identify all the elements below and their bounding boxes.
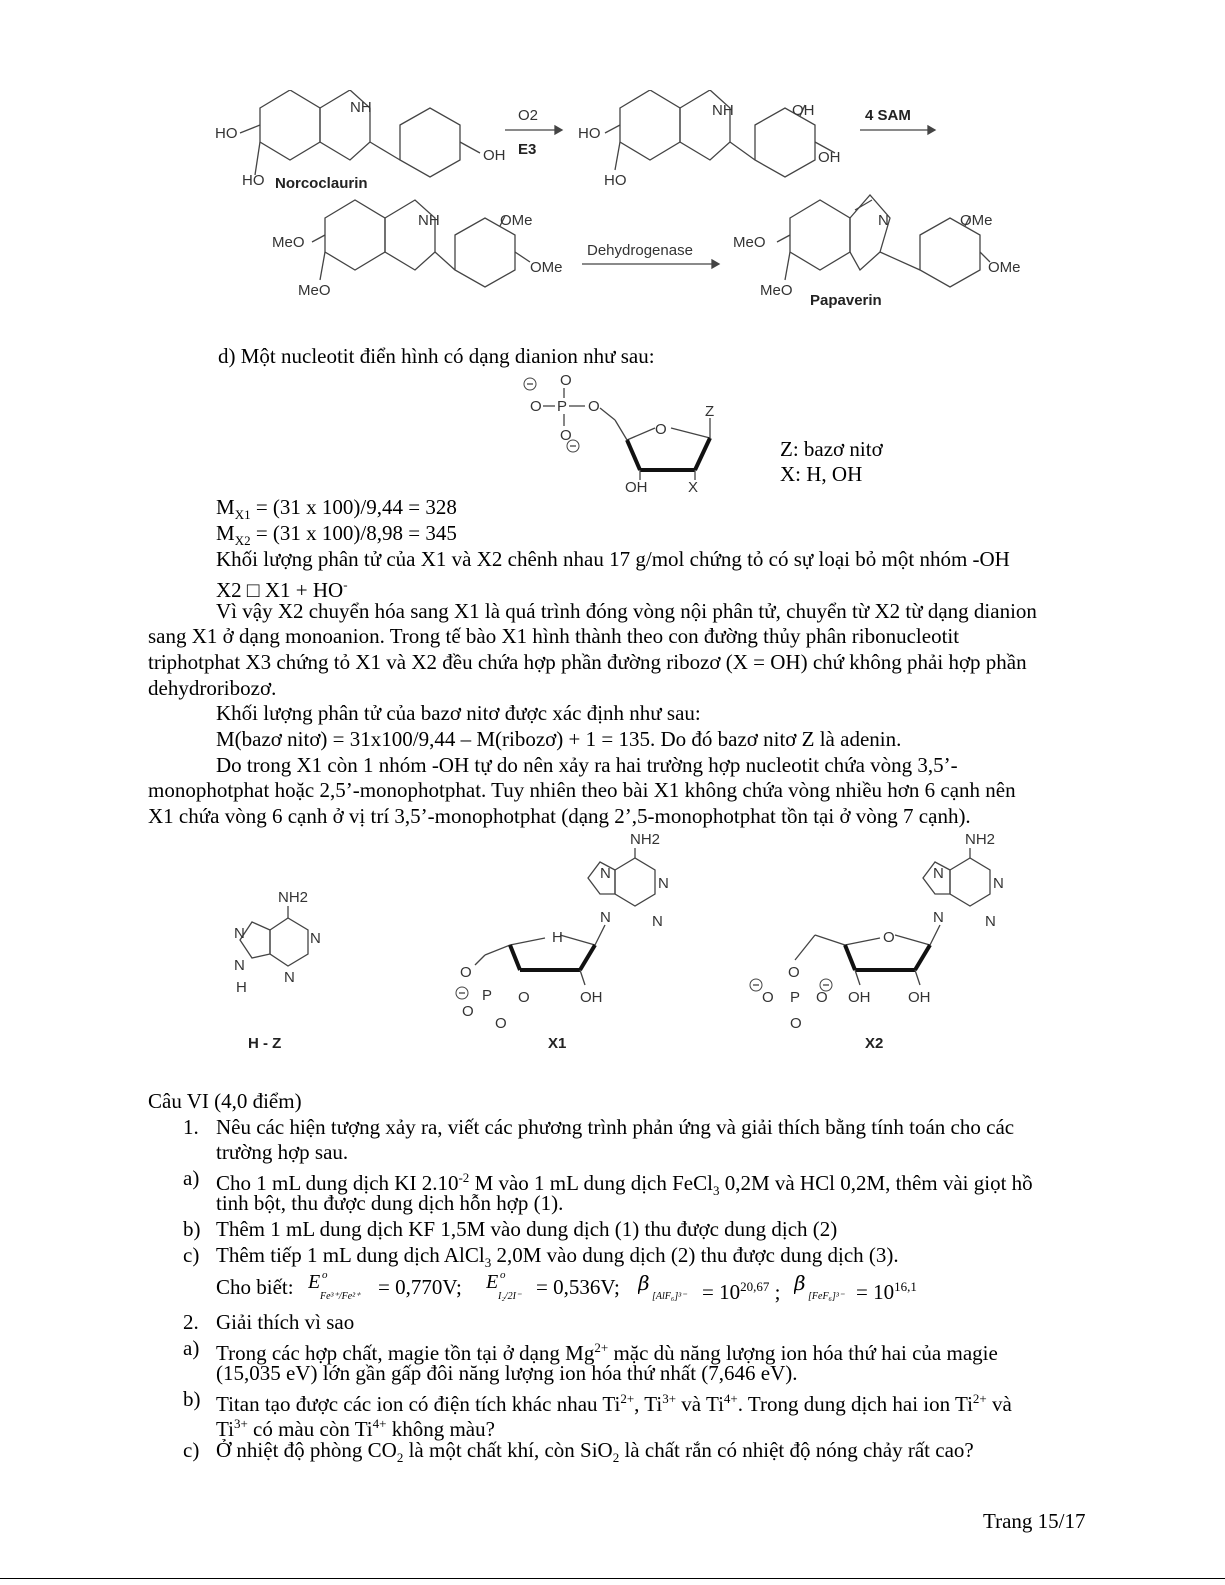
- q1c-text: Thêm tiếp 1 mL dung dịch AlCl$_3$ 2,0M vào dung dịch (2) thu được dung dịch (3).: [216, 1243, 899, 1271]
- mx2-equation: $M_{X2} = (31$ x 100)/8,98 = 345: [216, 521, 457, 549]
- question-title: Câu VI (4,0 điểm): [148, 1089, 302, 1113]
- q2-number: 2.: [183, 1310, 199, 1334]
- nuc-o-left: O: [530, 398, 542, 415]
- q2-text: Giải thích vì sao: [216, 1310, 355, 1334]
- q1a-label: a): [183, 1166, 200, 1190]
- int-nh: NH: [712, 102, 734, 119]
- papaverin-biosynthesis-scheme: [200, 90, 1050, 320]
- nuc-oh: OH: [625, 479, 648, 496]
- body-p4: M(bazơ nitơ) = 31x100/9,44 – M(ribozơ) + 1 = 135. Do đó bazơ nitơ Z là adenin.: [216, 727, 902, 751]
- x2-ring-o: O: [883, 929, 895, 946]
- body-p2-line2: sang X1 ở dạng monoanion. Trong tế bào X1 hình thành theo con đường thủy phân ribonucleotit: [148, 624, 960, 648]
- x2-o-1: O: [788, 964, 800, 981]
- nuc-p: P: [557, 398, 568, 415]
- x1-n-3: N: [600, 865, 611, 882]
- int-oh-1: OH: [792, 102, 815, 119]
- beta-alf6-symbol: [638, 1268, 700, 1304]
- x2-o-3: O: [816, 989, 828, 1006]
- svg-text:E: E: [486, 1271, 499, 1293]
- adenine-structures: [200, 830, 1050, 1060]
- x1-o-1: O: [460, 964, 472, 981]
- svg-text:β: β: [638, 1271, 650, 1295]
- pap-n: N: [878, 212, 889, 229]
- met-nh: NH: [418, 212, 440, 229]
- int-ho-1: HO: [578, 125, 601, 142]
- svg-text:[AlF₆]³⁻: [AlF₆]³⁻: [652, 1291, 687, 1302]
- int-oh-2: OH: [818, 149, 841, 166]
- methylated-intermediate-structure: [272, 200, 563, 299]
- norco-oh: OH: [483, 147, 506, 164]
- x2-nh2: NH2: [965, 831, 996, 848]
- hz-label: H - Z: [248, 1035, 282, 1052]
- adenine-hz-structure: [234, 889, 321, 1052]
- hz-n-3: N: [234, 925, 245, 942]
- pap-ome-1: OMe: [960, 212, 993, 229]
- nuc-ring-o: O: [655, 421, 667, 438]
- norcoclaurin-label: Norcoclaurin: [275, 175, 368, 192]
- body-p1: Khối lượng phân tử của X1 và X2 chênh nhau 17 g/mol chứng tỏ có sự loại bỏ một nhóm -OH: [216, 547, 1010, 571]
- nuc-z: Z: [705, 403, 715, 420]
- given-constants: [216, 1268, 976, 1304]
- q1b-label: b): [183, 1217, 201, 1241]
- body-p2-line3: triphotphat X3 chứng tỏ X1 và X2 đều chứa hợp phần đường ribozơ (X = OH) chứ không phải hợp phần: [148, 650, 1027, 674]
- papaverin-label: Papaverin: [810, 292, 882, 309]
- hz-n-2: N: [284, 969, 295, 986]
- x1-nh2: NH2: [630, 831, 661, 848]
- q1a-line1: Cho 1 mL dung dịch KI $2.10^{-2}$ M vào 1 mL dung dịch FeCl$_3$ 0,2M và HCl 0,2M, thêm vài giọt hồ: [216, 1170, 1033, 1199]
- x2-o-2: O: [762, 989, 774, 1006]
- e-fe-symbol: [308, 1268, 378, 1304]
- q1b-text: Thêm 1 mL dung dịch KF 1,5M vào dung dịch (1) thu được dung dịch (2): [216, 1217, 838, 1241]
- body-p5-line2: monophotphat hoặc 2,5’-monophotphat. Tuy nhiên theo bài X1 không chứa vòng nhiều hơn 6 cạnh nên: [148, 778, 1016, 802]
- svg-text:[FeF₆]³⁻: [FeF₆]³⁻: [808, 1291, 845, 1302]
- nuc-o-right: O: [588, 398, 600, 415]
- hz-n-1: N: [310, 930, 321, 947]
- arrow1-bottom-label: E3: [518, 141, 537, 158]
- pap-ome-2: OMe: [988, 259, 1021, 276]
- svg-text:Fe³⁺/Fe²⁺: Fe³⁺/Fe²⁺: [320, 1291, 361, 1302]
- nuc-o-bottom: O: [560, 427, 572, 444]
- x2-p: P: [790, 989, 801, 1006]
- q2a-line2: (15,035 eV) lớn gần gấp đôi năng lượng ion hóa thứ nhất (7,646 eV).: [216, 1361, 798, 1385]
- intermediate-structure: [578, 90, 841, 189]
- nucleotide-intro: d) Một nucleotit điển hình có dạng dianion như sau:: [218, 344, 655, 368]
- x-legend: X: H, OH: [780, 462, 863, 486]
- q2b-line1: Titan tạo được các ion có điện tích khác nhau $Ti^{2+}$, $Ti^{3+}$ và $Ti^{4+}$. Trong dung dịch hai ion $Ti^{2+}$ và: [216, 1391, 1012, 1416]
- norco-nh: NH: [350, 99, 372, 116]
- x1-o-4: O: [495, 1015, 507, 1032]
- x2-oh-1: OH: [848, 989, 871, 1006]
- x1-p: P: [482, 987, 493, 1004]
- q2c-label: c): [183, 1438, 200, 1462]
- e-i2-symbol: [486, 1268, 538, 1304]
- svg-text:E: E: [308, 1271, 321, 1293]
- q1-number: 1.: [183, 1115, 199, 1139]
- hz-nh2: NH2: [278, 889, 309, 906]
- svg-text:o: o: [500, 1269, 506, 1281]
- q2a-label: a): [183, 1336, 200, 1360]
- arrow3-label: Dehydrogenase: [587, 242, 693, 259]
- x2-n-1: N: [993, 875, 1004, 892]
- x2-label: X2: [865, 1035, 884, 1052]
- norcoclaurin-structure: [215, 90, 506, 192]
- q1c-label: c): [183, 1243, 200, 1267]
- norco-ho-1: HO: [215, 125, 238, 142]
- body-p5-line1: Do trong X1 còn 1 nhóm -OH tự do nên xảy ra hai trường hợp nucleotit chứa vòng 3,5’-: [216, 753, 958, 777]
- arrow2-label: 4 SAM: [865, 107, 911, 124]
- x2-n-2: N: [985, 913, 996, 930]
- norco-ho-2: HO: [242, 172, 265, 189]
- q1a-line2: tinh bột, thu được dung dịch hỗn hợp (1).: [216, 1191, 564, 1215]
- nuc-x: X: [688, 479, 699, 496]
- x2-structure: [750, 831, 1004, 1052]
- x1-ring-o: H: [552, 929, 563, 946]
- arrow1-top-label: O2: [518, 107, 539, 124]
- svg-text:β: β: [794, 1271, 806, 1295]
- q1-line2: trường hợp sau.: [216, 1140, 349, 1164]
- met-meo-1: MeO: [272, 234, 305, 251]
- pap-meo-2: MeO: [760, 282, 793, 299]
- x2-n-4: N: [933, 909, 944, 926]
- papaverin-structure: [733, 195, 1021, 309]
- x1-oh: OH: [580, 989, 603, 1006]
- beta-fef6-symbol: [794, 1268, 856, 1304]
- met-ome-2: OMe: [530, 259, 563, 276]
- x1-n-1: N: [658, 875, 669, 892]
- x1-o-3: O: [462, 1003, 474, 1020]
- e-i2-value: = 0,536V;: [536, 1275, 620, 1299]
- x1-n-2: N: [652, 913, 663, 930]
- x2-n-3: N: [933, 865, 944, 882]
- beta-alf6-value: = $10^{20,67}$ ;: [702, 1279, 781, 1304]
- x2-o-4: O: [790, 1015, 802, 1032]
- body-p2-line1: Vì vậy X2 chuyển hóa sang X1 là quá trình đóng vòng nội phân tử, chuyển từ X2 từ dạng dianion: [216, 599, 1037, 623]
- pap-meo-1: MeO: [733, 234, 766, 251]
- svg-text:I₂/2I⁻: I₂/2I⁻: [498, 1291, 522, 1302]
- body-p2-line4: dehydroribozơ.: [148, 676, 277, 700]
- nuc-o-top: O: [560, 372, 572, 389]
- given-prefix: Cho biết:: [216, 1275, 294, 1299]
- body-equation: X2 □ X1 + HO-: [216, 577, 348, 602]
- q2a-line1: Trong các hợp chất, magie tồn tại ở dạng $Mg^{2+}$ mặc dù năng lượng ion hóa thứ hai của magie: [216, 1340, 998, 1365]
- mx1-equation: $M_{X1} = (31$ x 100)/9,44 = 328: [216, 495, 457, 523]
- hz-h: H: [236, 979, 247, 996]
- body-p5-line3: X1 chứa vòng 6 cạnh ở vị trí 3,5’-monophotphat (dạng 2’,5-monophotphat tồn tại ở vòng 7 cạnh).: [148, 804, 971, 828]
- met-ome-1: OMe: [500, 212, 533, 229]
- hz-n-4: N: [234, 957, 245, 974]
- x1-structure: [456, 831, 669, 1052]
- e-fe-value: = 0,770V;: [378, 1275, 462, 1299]
- q2b-line2: $Ti^{3+}$ có màu còn $Ti^{4+}$ không màu?: [216, 1416, 495, 1441]
- int-ho-2: HO: [604, 172, 627, 189]
- svg-text:o: o: [322, 1269, 328, 1281]
- x1-o-2: O: [518, 989, 530, 1006]
- x2-oh-2: OH: [908, 989, 931, 1006]
- met-meo-2: MeO: [298, 282, 331, 299]
- q1-line1: Nêu các hiện tượng xảy ra, viết các phương trình phản ứng và giải thích bằng tính toán cho các: [216, 1115, 1015, 1139]
- nucleotide-dianion-structure: [515, 368, 745, 498]
- footer-divider: [0, 1578, 1225, 1579]
- x1-n-4: N: [600, 909, 611, 926]
- body-p3: Khối lượng phân tử của bazơ nitơ được xác định như sau:: [216, 701, 701, 725]
- beta-fef6-value: = $10^{16,1}$: [856, 1279, 917, 1304]
- q2b-label: b): [183, 1387, 201, 1411]
- z-legend: Z: bazơ nitơ: [780, 437, 883, 461]
- page-number: Trang 15/17: [983, 1509, 1086, 1533]
- x1-label: X1: [548, 1035, 567, 1052]
- q2c-text: Ở nhiệt độ phòng $CO_2$ là một chất khí, còn SiO$_2$ là chất rắn có nhiệt độ nóng chảy rất cao?: [216, 1438, 974, 1466]
